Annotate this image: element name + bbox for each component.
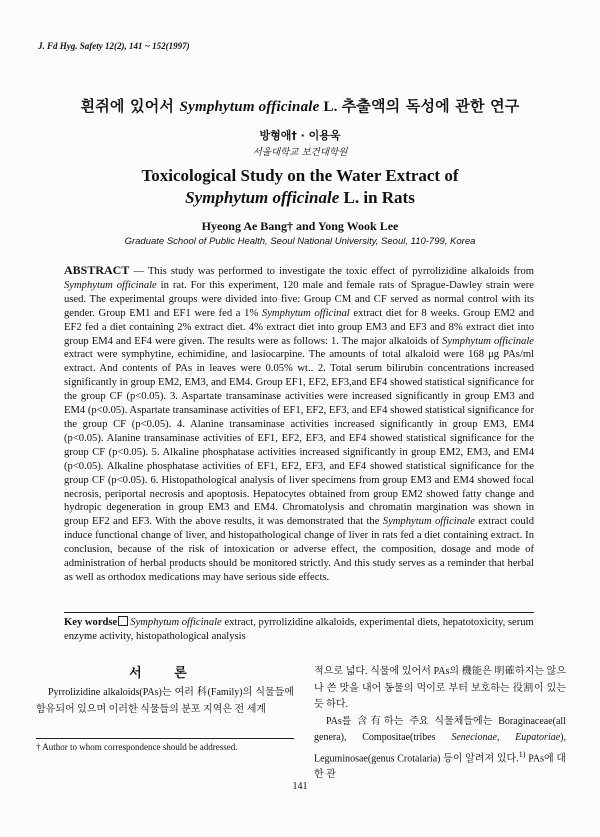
intro-right-citation: 1)	[518, 749, 526, 759]
journal-citation: J. Fd Hyg. Safety 12(2), 141 ~ 152(1997)	[38, 41, 190, 51]
keywords-list: extract, pyrrolizidine alkaloids, experimental diets, hepatotoxicity, serum enzyme activity, histopathological analysis	[64, 617, 534, 642]
intro-right-paragraph-2	[314, 714, 566, 784]
korean-authors: 방형애† · 이용욱	[259, 129, 341, 142]
abstract-label: ABSTRACT	[64, 263, 130, 277]
english-affiliation: Graduate School of Public Health, Seoul National University, Seoul, 110-799, Korea	[124, 236, 476, 247]
intro-right-text-c: PAs에 대한 관	[314, 752, 566, 781]
abstract-dash: —	[129, 266, 148, 277]
korean-title-mid: L.	[319, 99, 342, 115]
intro-left-paragraph: Pyrrolizidine alkaloids(PAs)는 여러 科(Family)의 식물들에 함유되어 있으며 이러한 식물들의 분포 지역은 전 세계	[36, 687, 294, 715]
korean-affiliation: 서울대학교 보건대학원	[252, 147, 348, 158]
abstract-text-3: extract diet for 8 weeks. Group EM2 and EF2 fed a diet containing 2% extract diet. 4% extract diet into group EM3 and EF3 and 8% extract diet into group EM4 and EF4 were given. The results were as follows: 1. The major alkaloids of	[64, 307, 534, 347]
keywords	[64, 612, 534, 644]
korean-title	[0, 95, 600, 116]
abstract-species-2: Symphytum officinal	[261, 307, 350, 319]
keywords-species: Symphytum officinale	[130, 617, 222, 628]
abstract	[64, 264, 534, 585]
english-title-line2	[0, 187, 600, 209]
keywords-box-icon	[118, 616, 128, 626]
intro-left-column	[36, 685, 294, 718]
korean-title-pre: 흰쥐에 있어서	[80, 97, 180, 115]
english-title	[0, 165, 600, 209]
intro-right-tribes: Senecionae, Eupatoriae	[451, 732, 561, 743]
english-title-species: Symphytum officinale	[185, 188, 340, 207]
abstract-species-4: Symphytum officinale	[382, 516, 475, 528]
korean-title-post: 추출액의 독성에 관한 연구	[341, 97, 520, 115]
section-heading-introduction: 서 론	[129, 666, 201, 681]
english-authors: Hyeong Ae Bang† and Yong Wook Lee	[201, 219, 399, 233]
intro-right-paragraph-1: 적으로 넓다. 식물에 있어서 PAs의 機能은 明確하지는 않으나 쓴 맛을 내어 동물의 먹이로 부터 보호하는 役割이 있는 듯 하다.	[314, 666, 566, 710]
footnote: † Author to whom correspondence should be addressed.	[36, 738, 294, 752]
abstract-species-3: Symphytum officinale	[442, 335, 534, 347]
intro-right-text-a: PAs를 含有하는 주요 식물체들에는 Boraginaceae(all genera), Compositae(tribes	[314, 715, 566, 743]
english-title-line2-rest: L. in Rats	[339, 188, 415, 207]
page-number: 141	[292, 781, 308, 792]
keywords-label: Key wordse	[64, 617, 118, 628]
abstract-text-5: extract could induce functional change of liver, and histopathological change of liver in rats fed a diet containing extract. In conclusion, because of the risk of intoxication or adverse effect, the composition, dosage and mode of administration of herbal products should be monitored strictly. And this study serves as a reminder that herbal as well as orthodox medications may have serious side effects.	[64, 516, 535, 583]
abstract-text-2: in rat. For this experiment, 120 male and female rats of Sprague-Dawley strain were used. The experimental groups were divided into five: Group CM and CF served as normal control with its gender. Group EM1 and EF1 were fed a 1%	[64, 279, 534, 319]
intro-right-text-b: ), Leguminosae(genus Crotalaria) 등이 알려져 있다.	[314, 732, 567, 764]
korean-title-species: Symphytum officinale	[179, 99, 320, 115]
intro-right-column	[314, 664, 566, 784]
abstract-text-4: extract were symphytine, echimidine, and lasiocarpine. The amounts of total alkaloid were 168 μg PAs/ml extract. And contents of PAs in leaves were 0.05% wt.. 2. Total serum bilirubin concentrations increased significantly in group EM2, EM3, and EM4. Group EF1, EF2, EF3,and EF4 showed statistical significance for the group CF (p<0.05). 3. Aspartate transaminase activities were increased significantly in group EM3 and EM4 (p<0.05). Aspartate transaminase activities of EF1, EF2, EF3, and EF4 showed statistical significance for the group CF (p<0.05). 4. Alanine transaminase activities increased significantly in group EM3, EM4 (p<0.05). Alanine transaminase activities of EF1, EF2, EF3, and EF4 showed statistical significance for the group CF (p<0.05). 5. Alkaline phosphatase activities increased significantly in group EM2, EM3, and EM4 (p<0.05). Alkaline phosphatase activities of EF1, EF2, EF3, and EF4 showed statistical significance for the group CF (p<0.05). 6. Histopathological analysis of liver specimens from group EM3 and EM4 showed focal necrosis, periportal necrosis and apoptosis. Hepatocytes obtained from group EM2 showed fatty change and hydropic degeneration in group EM3 and EM4. Chromatolysis and chromatin margination was shown in group EF2 and EF3. With the above results, it was demonstrated that the	[64, 349, 534, 528]
english-title-line1: Toxicological Study on the Water Extract of	[141, 166, 459, 185]
abstract-species-1: Symphytum officinale	[64, 279, 157, 291]
abstract-text-1: This study was performed to investigate the toxic effect of pyrrolizidine alkaloids from	[147, 266, 535, 277]
